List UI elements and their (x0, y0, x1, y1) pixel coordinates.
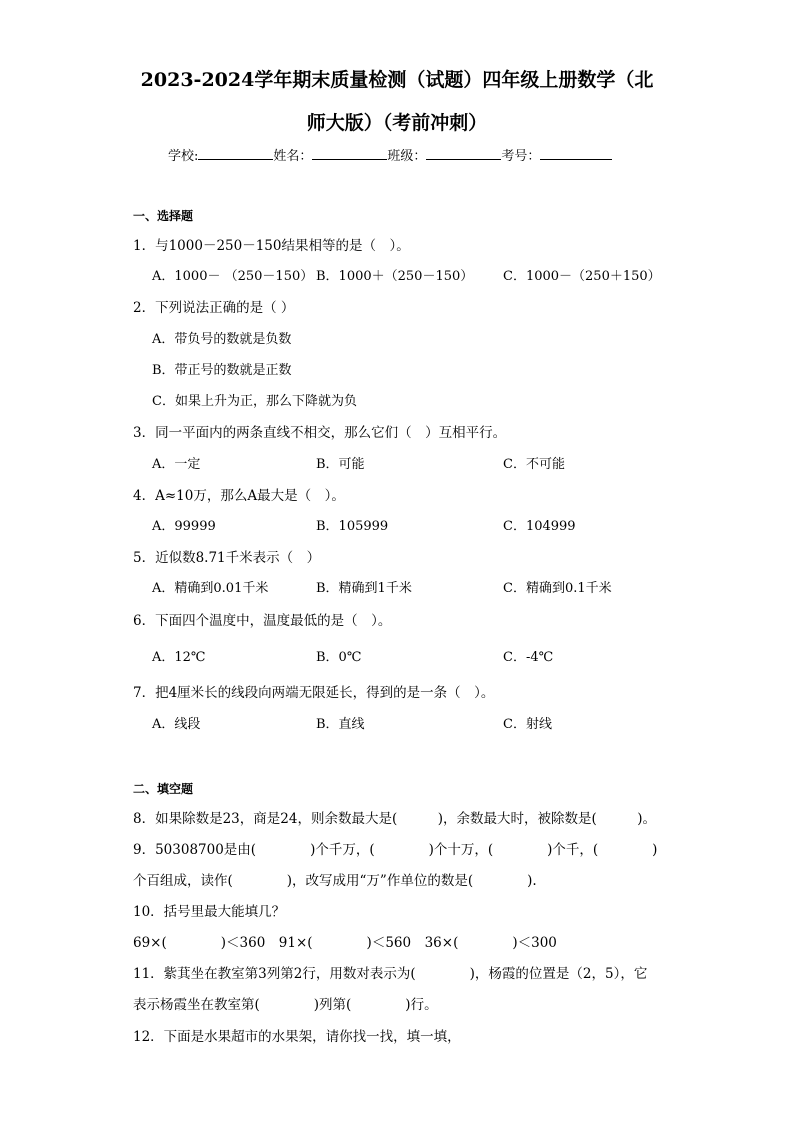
question-12: 12．下面是水果超市的水果架，请你找一找，填一填， (133, 1029, 461, 1045)
section-fill-heading: 二、填空题 (133, 782, 194, 796)
q4-option-a[interactable]: A．99999 (152, 519, 216, 534)
q1-option-c[interactable]: C．1000－（250＋150） (503, 269, 661, 284)
q5-option-b[interactable]: B．精确到1千米 (316, 581, 412, 596)
class-blank[interactable] (426, 147, 501, 160)
name-blank[interactable] (312, 147, 387, 160)
name-label: 姓名： (273, 149, 313, 164)
exam-title-line1: 2023-2024学年期末质量检测（试题）四年级上册数学（北 (140, 69, 654, 91)
q4-option-c[interactable]: C．104999 (503, 519, 576, 534)
question-3: 3．同一平面内的两条直线不相交，那么它们（ ）互相平行。 (133, 425, 507, 441)
question-2: 2．下列说法正确的是（ ） (133, 300, 295, 316)
q6-option-b[interactable]: B．0℃ (316, 650, 362, 665)
q1-option-a[interactable]: A．1000－ （250－150） (152, 269, 314, 284)
number-blank[interactable] (540, 147, 612, 160)
question-1: 1．与1000－250－150结果相等的是（ ）。 (133, 238, 410, 254)
q1-option-b[interactable]: B．1000＋（250－150） (316, 269, 474, 284)
q2-option-a[interactable]: A．带负号的数就是负数 (152, 332, 292, 347)
q4-option-b[interactable]: B．105999 (316, 519, 389, 534)
school-label: 学校: (168, 149, 199, 164)
q7-option-c[interactable]: C．射线 (503, 717, 552, 732)
question-6: 6．下面四个温度中，温度最低的是（ ）。 (133, 613, 392, 629)
question-11-line1: 11．紫萁坐在教室第3列第2行，用数对表示为( )，杨霞的位置是（2，5），它 (133, 966, 648, 982)
question-9-line2: 个百组成，读作( )，改写成用“万”作单位的数是( ). (133, 873, 537, 889)
q3-option-a[interactable]: A．一定 (152, 457, 201, 472)
question-9-line1: 9．50308700是由( )个千万，( )个十万，( )个千，( ) (133, 842, 658, 858)
school-blank[interactable] (198, 147, 273, 160)
number-label: 考号： (501, 149, 541, 164)
question-11-line2: 表示杨霞坐在教室第( )列第( )行。 (133, 997, 438, 1013)
question-8: 8．如果除数是23，商是24，则余数最大是( )，余数最大时，被除数是( )。 (133, 811, 657, 827)
q3-option-c[interactable]: C．不可能 (503, 457, 565, 472)
q7-option-b[interactable]: B．直线 (316, 717, 365, 732)
q2-option-b[interactable]: B．带正号的数就是正数 (152, 363, 292, 378)
q6-option-a[interactable]: A．12℃ (152, 650, 206, 665)
class-label: 班级： (387, 149, 427, 164)
question-7: 7．把4厘米长的线段向两端无限延长，得到的是一条（ ）。 (133, 685, 495, 701)
question-5: 5．近似数8.71千米表示（ ） (133, 550, 321, 566)
q5-option-c[interactable]: C．精确到0.1千米 (503, 581, 612, 596)
q3-option-b[interactable]: B．可能 (316, 457, 365, 472)
student-info-row (168, 145, 612, 164)
q5-option-a[interactable]: A．精确到0.01千米 (152, 581, 269, 596)
question-10-line2: 69×( )＜360 91×( )＜560 36×( )＜300 (133, 935, 557, 951)
section-choice-heading: 一、选择题 (133, 209, 194, 223)
q2-option-c[interactable]: C．如果上升为正，那么下降就为负 (152, 394, 357, 409)
q6-option-c[interactable]: C．-4℃ (503, 650, 554, 665)
q7-option-a[interactable]: A．线段 (152, 717, 201, 732)
question-4: 4．A≈10万，那么A最大是（ ）。 (133, 488, 345, 504)
question-10: 10．括号里最大能填几？ (133, 904, 286, 920)
exam-title-line2: 师大版）（考前冲刺） (306, 112, 488, 134)
